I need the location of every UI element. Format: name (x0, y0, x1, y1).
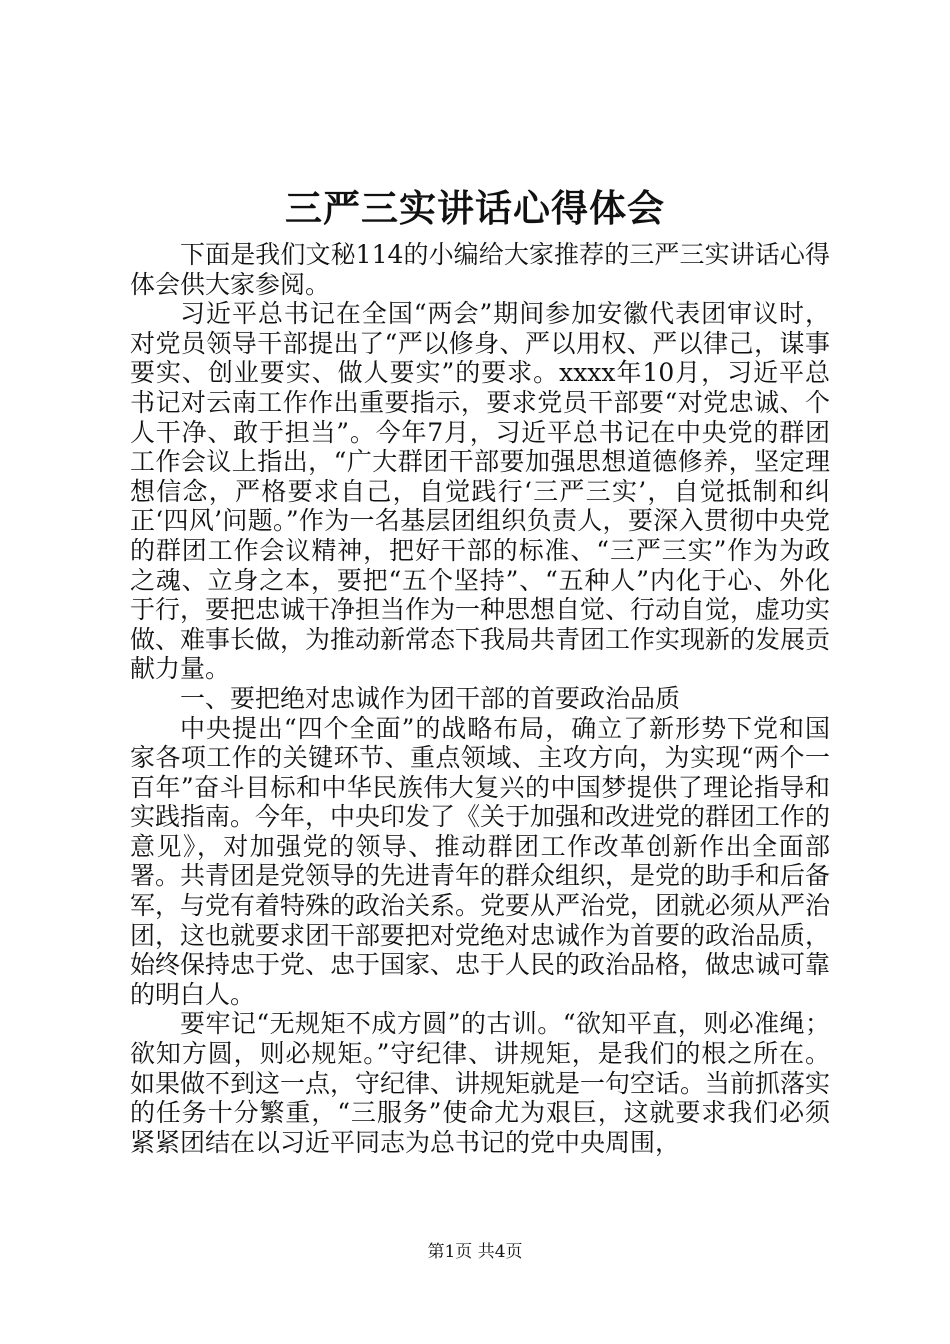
section-heading: 一、要把绝对忠诚作为团干部的首要政治品质 (180, 683, 681, 713)
page-footer: 第1页 共4页 (427, 1242, 523, 1262)
paragraph-intro: 下面是我们文秘114的小编给大家推荐的三严三实讲话心得体会供大家参阅。 (130, 240, 830, 299)
document-body (130, 240, 830, 1157)
paragraph-section-1: 中央提出“四个全面”的战略布局，确立了新形势下党和国家各项工作的关键环节、重点领域、主攻方向，为实现“两个一百年”奋斗目标和中华民族伟大复兴的中国梦提供了理论指导和实践指南。今年，中央印发了《关于加强和改进党的群团工作的意见》，对加强党的领导、推动群团工作改革创新作出全面部署。共青团是党领导的先进青年的群众组织，是党的助手和后备军，与党有着特殊的政治关系。党要从严治党，团就必须从严治团，这也就要求团干部要把对党绝对忠诚作为首要的政治品质，始终保持忠于党、忠于国家、忠于人民的政治品格，做忠诚可靠的明白人。 (130, 713, 831, 1009)
document-title: 三严三实讲话心得体会 (285, 186, 665, 230)
paragraph-rules: 要牢记“无规矩不成方圆”的古训。“欲知平直，则必准绳；欲知方圆，则必规矩。”守纪律、讲规矩，是我们的根之所在。如果做不到这一点，守纪律、讲规矩就是一句空话。当前抓落实的任务十分繁重，“三服务”使命尤为艰巨，这就要求我们必须紧紧团结在以习近平同志为总书记的党中央周围， (130, 1009, 831, 1157)
paragraph-main: 习近平总书记在全国“两会”期间参加安徽代表团审议时，对党员领导干部提出了“严以修身、严以用权、严以律己，谋事要实、创业要实、做人要实”的要求。xxxx年10月，习近平总书记对云南工作作出重要指示，要求党员干部要“对党忠诚、个人干净、敢于担当”。今年7月，习近平总书记在中央党的群团工作会议上指出，“广大群团干部要加强思想道德修养，坚定理想信念，严格要求自己，自觉践行‘三严三实’，自觉抵制和纠正‘四风’问题。”作为一名基层团组织负责人，要深入贯彻中央党的群团工作会议精神，把好干部的标准、“三严三实”作为为政之魂、立身之本，要把“五个坚持”、“五种人”内化于心、外化于行，要把忠诚干净担当作为一种思想自觉、行动自觉，虚功实做、难事长做，为推动新常态下我局共青团工作实现新的发展贡献力量。 (130, 299, 831, 684)
